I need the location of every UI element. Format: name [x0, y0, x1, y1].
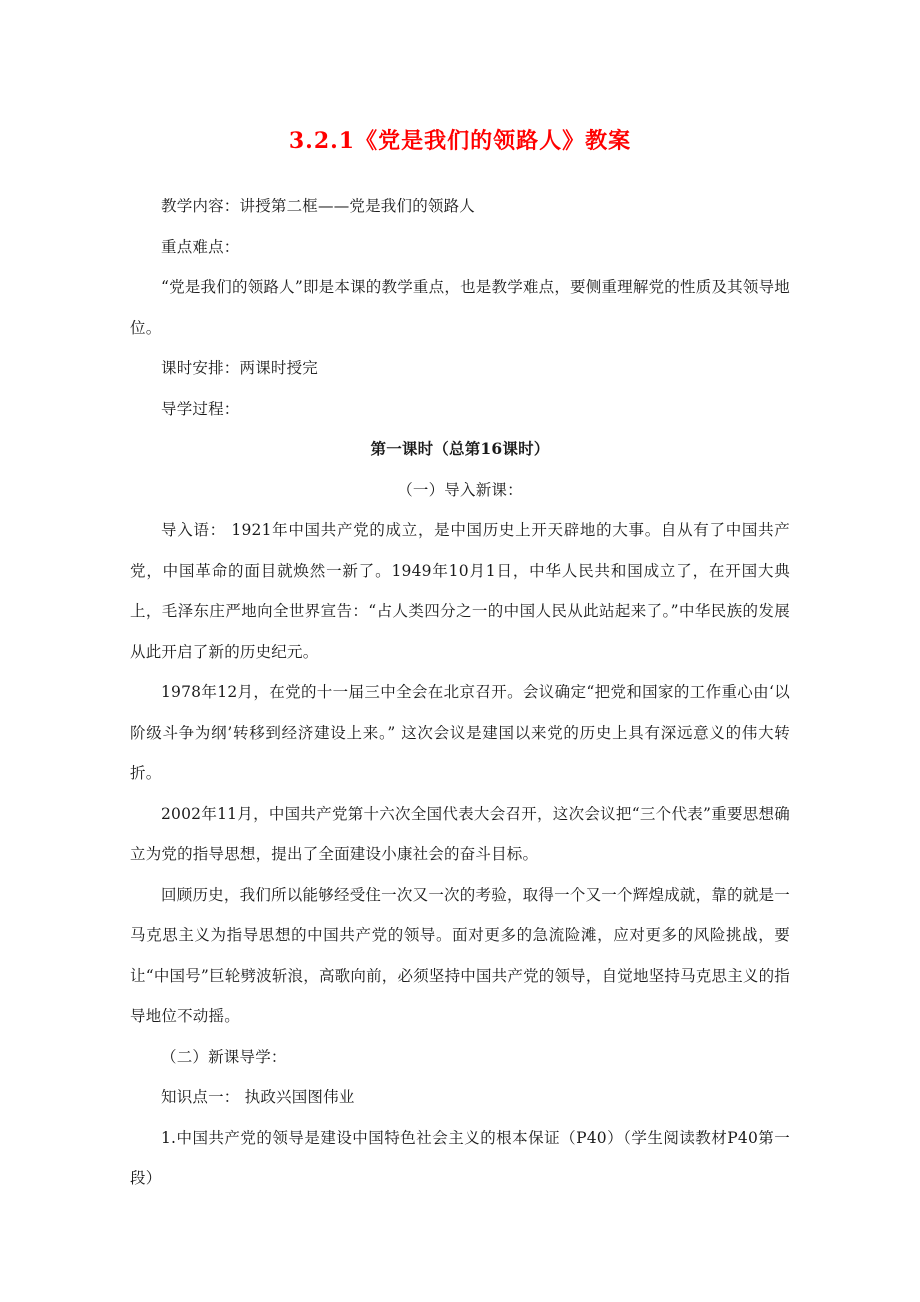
intro-paragraph: 回顾历史，我们所以能够经受住一次又一次的考验，取得一个又一个辉煌成就，靠的就是一马克思主义为指导思想的中国共产党的领导。面对更多的急流险滩，应对更多的风险挑战，要让“中国号”巨轮劈波斩浪，高歌向前，必须坚持中国共产党的领导，自觉地坚持马克思主义的指导地位不动摇。 [130, 885, 790, 1025]
knowledge-item: 1.中国共产党的领导是建设中国特色社会主义的根本保证（P40）（学生阅读教材P40第一段） [130, 1128, 790, 1187]
teaching-content: 教学内容：讲授第二框——党是我们的领路人 [161, 197, 476, 215]
key-points-body: “党是我们的领路人”即是本课的教学重点，也是教学难点，要侧重理解党的性质及其领导地位。 [130, 278, 790, 337]
intro-paragraph: 1978年12月，在党的十一届三中全会在北京召开。会议确定“把党和国家的工作重心由‘以阶级斗争为纲’转移到经济建设上来。” 这次会议是建国以来党的历史上具有深远意义的伟大转折。 [130, 683, 790, 782]
intro-heading: （一）导入新课： [397, 480, 523, 499]
schedule: 课时安排：两课时授完 [161, 359, 319, 377]
new-lesson-heading: （二）新课导学： [161, 1047, 287, 1066]
lesson-one-heading: 第一课时（总第16课时） [370, 439, 550, 458]
document-title: 3.2.1《党是我们的领路人》教案 [288, 128, 632, 154]
intro-paragraph: 导入语： 1921年中国共产党的成立，是中国历史上开天辟地的大事。自从有了中国共产党，中国革命的面目就焕然一新了。1949年10月1日，中华人民共和国成立了，在开国大典上，毛泽东庄严地向全世界宣告：“占人类四分之一的中国人民从此站起来了。”中华民族的发展从此开启了新的历史纪元。 [130, 521, 790, 661]
key-points-heading: 重点难点： [161, 237, 240, 256]
process-heading: 导学过程： [161, 399, 240, 418]
document-body [130, 186, 790, 1199]
knowledge-point-heading: 知识点一： 执政兴国图伟业 [161, 1088, 355, 1106]
intro-paragraph: 2002年11月，中国共产党第十六次全国代表大会召开，这次会议把“三个代表”重要思想确立为党的指导思想，提出了全面建设小康社会的奋斗目标。 [130, 804, 790, 863]
